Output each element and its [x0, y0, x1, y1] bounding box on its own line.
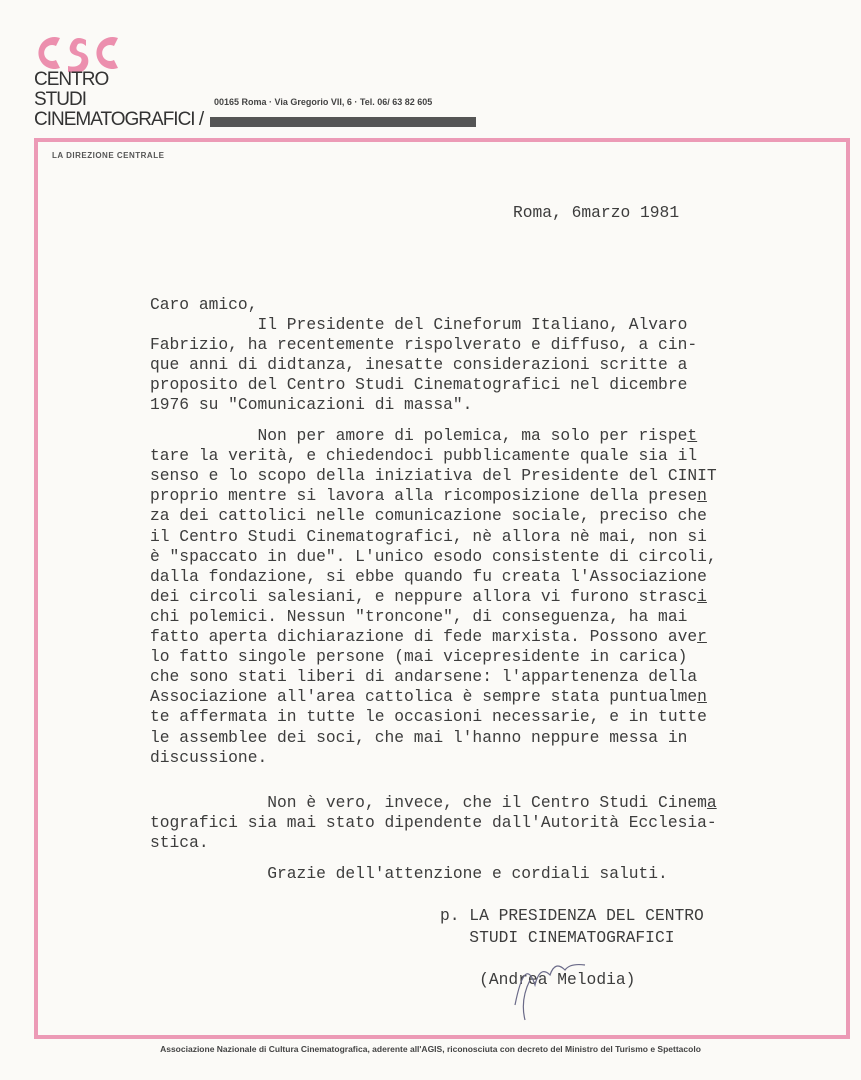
- underlined-char: t: [687, 426, 698, 445]
- line-text: Non è vero, invece, che il Centro Studi Cinem: [150, 793, 707, 812]
- line-text: le assemblee dei soci, che mai l'hanno neppure messa in: [150, 727, 688, 747]
- body-line: [150, 527, 707, 547]
- line-text: tografici sia mai stato dipendente dall'Autorità Ecclesia-: [150, 813, 717, 833]
- line-text: Non per amore di polemica, ma solo per rispe: [150, 426, 688, 445]
- footer: Associazione Nazionale di Cultura Cinematografica, aderente all'AGIS, riconosciuta con decreto del Ministro del Turismo e Spettacolo: [160, 1044, 701, 1054]
- line-text: chi polemici. Nessun "troncone", di conseguenza, ha mai: [150, 606, 688, 626]
- line-text: discussione.: [150, 747, 268, 767]
- line-text: il Centro Studi Cinematografici, nè allora nè mai, non si: [150, 526, 707, 546]
- line-text: proprio mentre si lavora alla ricomposizione della prese: [150, 486, 698, 506]
- body-line: [150, 667, 697, 687]
- body-line: [150, 587, 707, 607]
- address: 00165 Roma · Via Gregorio VII, 6 · Tel. 06/ 63 82 605: [214, 97, 433, 107]
- body-line: [150, 395, 472, 415]
- line-text: Fabrizio, ha recentemente rispolverato e diffuso, a cin-: [150, 335, 698, 355]
- org-name-line: CENTRO: [34, 69, 109, 90]
- body-line: [150, 813, 717, 833]
- signature-line: STUDI CINEMATOGRAFICI: [440, 928, 675, 947]
- body-line: [150, 355, 687, 375]
- body-line: [150, 627, 707, 647]
- body-line: [150, 687, 707, 707]
- body-line: [150, 707, 707, 727]
- line-text: dei circoli salesiani, e neppure allora vi furono strasc: [150, 586, 698, 606]
- line-text: que anni di didtanza, inesatte considerazioni scritte a: [150, 355, 688, 375]
- handwritten-signature: [505, 945, 625, 1025]
- department-label: LA DIREZIONE CENTRALE: [52, 151, 165, 160]
- line-text: tare la verità, e chiedendoci pubblicamente quale sia il: [150, 446, 698, 466]
- line-text: lo fatto singole persone (mai vicepresidente in carica): [150, 647, 688, 667]
- underlined-char: r: [697, 627, 707, 646]
- org-name-line: STUDI: [34, 89, 86, 110]
- line-text: proposito del Centro Studi Cinematografici nel dicembre: [150, 375, 688, 395]
- line-text: stica.: [150, 833, 209, 853]
- underlined-char: n: [697, 687, 707, 707]
- line-text: senso e lo scopo della iniziativa del Presidente del CINIT: [150, 466, 717, 486]
- underlined-char: i: [697, 586, 707, 606]
- redacted-bar: [210, 117, 476, 127]
- closing: Grazie dell'attenzione e cordiali saluti.: [150, 864, 668, 883]
- line-text: za dei cattolici nelle comunicazione sociale, preciso che: [150, 506, 707, 526]
- body-line: [150, 728, 687, 748]
- salutation: Caro amico,: [150, 295, 258, 314]
- underlined-char: a: [706, 793, 717, 812]
- body-line: [150, 793, 717, 813]
- underlined-char: n: [697, 486, 707, 506]
- line-text: fatto aperta dichiarazione di fede marxista. Possono ave: [150, 627, 698, 646]
- body-line: [150, 486, 707, 506]
- body-line: [150, 607, 687, 627]
- body-line: [150, 375, 687, 395]
- body-line: [150, 647, 687, 667]
- line-text: dalla fondazione, si ebbe quando fu creata l'Associazione: [150, 566, 707, 586]
- line-text: che sono stati liberi di andarsene: l'appartenenza della: [150, 667, 698, 687]
- body-line: [150, 466, 717, 486]
- page-frame-right: [846, 138, 850, 1035]
- signature-line: p. LA PRESIDENZA DEL CENTRO: [440, 906, 704, 925]
- line-text: Associazione all'area cattolica è sempre stata puntualme: [150, 687, 698, 707]
- csc-logo: [34, 32, 124, 74]
- body-line: [150, 547, 717, 567]
- body-line: [150, 506, 707, 526]
- line-text: te affermata in tutte le occasioni necessarie, e in tutte: [150, 707, 707, 727]
- line-text: è "spaccato in due". L'unico esodo consistente di circoli,: [150, 546, 717, 566]
- body-line: [150, 335, 697, 355]
- date: Roma, 6marzo 1981: [513, 203, 680, 222]
- line-text: 1976 su "Comunicazioni di massa".: [150, 395, 473, 415]
- body-line: [150, 426, 697, 446]
- org-name-line: CINEMATOGRAFICI /: [34, 109, 204, 130]
- signature-line: (Andrea Melodia): [440, 970, 636, 989]
- body-line: [150, 315, 687, 335]
- line-text: Il Presidente del Cineforum Italiano, Alvaro: [150, 315, 688, 334]
- body-line: [150, 567, 707, 587]
- body-line: [150, 833, 209, 853]
- body-line: [150, 748, 267, 768]
- body-line: [150, 446, 697, 466]
